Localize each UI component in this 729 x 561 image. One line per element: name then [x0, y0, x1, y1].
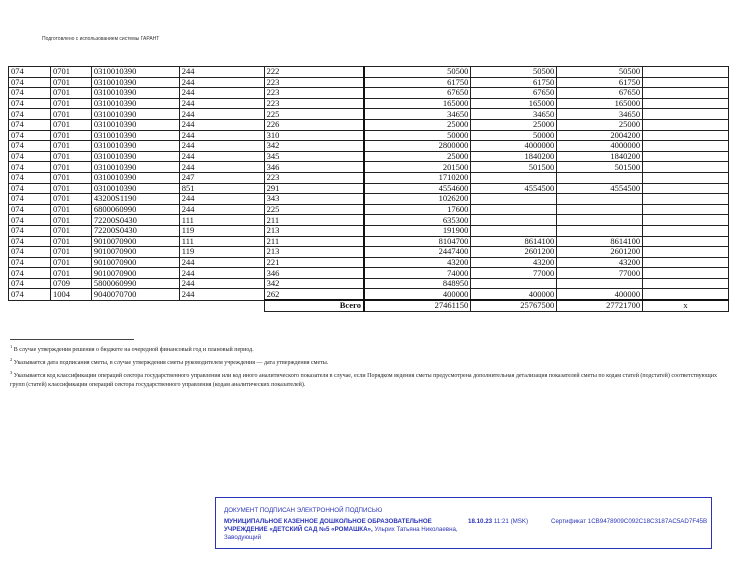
- table-cell: 165000: [364, 98, 471, 109]
- table-cell: 0310010390: [91, 67, 179, 78]
- total-value: 25767500: [471, 300, 557, 311]
- organization-name: МУНИЦИПАЛЬНОЕ КАЗЕННОЕ ДОШКОЛЬНОЕ ОБРАЗОВАТЕЛЬНОЕ УЧРЕЖДЕНИЕ «ДЕТСКИЙ САД №5 «РОМАШКА»,: [224, 518, 432, 533]
- table-cell: 213: [264, 247, 364, 258]
- empty-cell: [643, 204, 729, 215]
- table-cell: 119: [179, 247, 264, 258]
- table-cell: 4000000: [557, 141, 643, 152]
- table-cell: 111: [179, 215, 264, 226]
- table-cell: 074: [9, 183, 51, 194]
- table-row: [9, 215, 729, 226]
- empty-cell: [643, 151, 729, 162]
- table-cell: 346: [264, 268, 364, 279]
- table-cell: 244: [179, 130, 264, 141]
- table-cell: 848950: [364, 278, 471, 289]
- footnotes: [10, 342, 722, 390]
- empty-cell: [643, 141, 729, 152]
- table-cell: 225: [264, 109, 364, 120]
- table-cell: 074: [9, 278, 51, 289]
- table-cell: 851: [179, 183, 264, 194]
- table-cell: 72200S0430: [91, 225, 179, 236]
- table-cell: 67650: [364, 88, 471, 99]
- table-cell: 291: [264, 183, 364, 194]
- empty-cell: [643, 225, 729, 236]
- empty-cell: [643, 268, 729, 279]
- table-cell: 346: [264, 162, 364, 173]
- table-cell: 0701: [50, 77, 91, 88]
- table-cell: 0701: [50, 257, 91, 268]
- table-cell: 0310010390: [91, 172, 179, 183]
- table-cell: 4554500: [557, 183, 643, 194]
- table-cell: 165000: [471, 98, 557, 109]
- table-row: [9, 268, 729, 279]
- table-row: [9, 225, 729, 236]
- table-cell: 244: [179, 162, 264, 173]
- table-cell: 0701: [50, 236, 91, 247]
- table-cell: 221: [264, 257, 364, 268]
- table-cell: [471, 225, 557, 236]
- table-row: [9, 130, 729, 141]
- table-cell: 6800060990: [91, 204, 179, 215]
- table-row: [9, 204, 729, 215]
- table-cell: 074: [9, 247, 51, 258]
- empty-cell: [643, 289, 729, 300]
- table-cell: 119: [179, 225, 264, 236]
- table-cell: 0701: [50, 67, 91, 78]
- table-cell: [471, 278, 557, 289]
- table-cell: 43200: [471, 257, 557, 268]
- table-cell: 400000: [364, 289, 471, 300]
- table-cell: 074: [9, 77, 51, 88]
- table-cell: [557, 215, 643, 226]
- table-cell: 50000: [471, 130, 557, 141]
- table-cell: 25000: [364, 119, 471, 130]
- footnote: [10, 368, 722, 390]
- table-cell: 1840200: [557, 151, 643, 162]
- empty-cell: [643, 215, 729, 226]
- table-cell: 43200: [364, 257, 471, 268]
- table-cell: 67650: [557, 88, 643, 99]
- table-cell: [471, 204, 557, 215]
- empty-cell: [643, 236, 729, 247]
- table-cell: 074: [9, 225, 51, 236]
- table-cell: 074: [9, 162, 51, 173]
- table-cell: 0709: [50, 278, 91, 289]
- table-cell: 345: [264, 151, 364, 162]
- table-row: [9, 67, 729, 78]
- table-cell: 223: [264, 98, 364, 109]
- table-cell: 400000: [471, 289, 557, 300]
- table-cell: 2800000: [364, 141, 471, 152]
- table-cell: [557, 225, 643, 236]
- table-cell: 0310010390: [91, 98, 179, 109]
- table-cell: 17600: [364, 204, 471, 215]
- table-cell: 0701: [50, 119, 91, 130]
- table-cell: 77000: [471, 268, 557, 279]
- table-cell: 074: [9, 119, 51, 130]
- table-cell: 074: [9, 268, 51, 279]
- table-row: [9, 257, 729, 268]
- table-cell: 0701: [50, 225, 91, 236]
- table-cell: 0310010390: [91, 141, 179, 152]
- footnote-mark: 1: [10, 344, 13, 349]
- table-cell: 9010070900: [91, 257, 179, 268]
- budget-table: [8, 66, 729, 312]
- table-cell: [557, 278, 643, 289]
- table-cell: 342: [264, 141, 364, 152]
- table-cell: 244: [179, 278, 264, 289]
- table-cell: 226: [264, 119, 364, 130]
- table-cell: 0310010390: [91, 109, 179, 120]
- table-cell: 1026200: [364, 194, 471, 205]
- table-cell: 4000000: [471, 141, 557, 152]
- signature-organization: [224, 518, 464, 542]
- table-cell: 191900: [364, 225, 471, 236]
- table-cell: 2447400: [364, 247, 471, 258]
- table-cell: 4554500: [471, 183, 557, 194]
- table-cell: 244: [179, 141, 264, 152]
- table-cell: 9040070700: [91, 289, 179, 300]
- empty-cell: [643, 172, 729, 183]
- table-cell: 50000: [364, 130, 471, 141]
- table-cell: 074: [9, 204, 51, 215]
- table-row: [9, 98, 729, 109]
- signature-header: ДОКУМЕНТ ПОДПИСАН ЭЛЕКТРОННОЙ ПОДПИСЬЮ: [224, 507, 383, 514]
- table-row: [9, 278, 729, 289]
- table-cell: 074: [9, 141, 51, 152]
- table-cell: [557, 172, 643, 183]
- table-cell: 2601200: [557, 247, 643, 258]
- table-cell: 165000: [557, 98, 643, 109]
- empty-cell: [643, 119, 729, 130]
- table-cell: 1004: [50, 289, 91, 300]
- empty-cell: [643, 162, 729, 173]
- table-cell: 223: [264, 172, 364, 183]
- e-signature-stamp: [215, 497, 712, 549]
- table-cell: 0701: [50, 109, 91, 120]
- table-row: [9, 194, 729, 205]
- table-body: [9, 67, 729, 312]
- table-cell: [557, 194, 643, 205]
- table-cell: 074: [9, 151, 51, 162]
- signature-certificate: Сертификат 1CB9478909C092C18C3187AC5AD7F45B: [551, 518, 708, 525]
- table-row: [9, 172, 729, 183]
- table-cell: 0701: [50, 268, 91, 279]
- table-cell: 074: [9, 98, 51, 109]
- table-cell: 0701: [50, 141, 91, 152]
- footnote-rule: [10, 339, 134, 340]
- table-row: [9, 77, 729, 88]
- table-cell: 501500: [557, 162, 643, 173]
- total-x-mark: x: [643, 300, 729, 311]
- table-row: [9, 119, 729, 130]
- empty-cell: [643, 194, 729, 205]
- table-cell: 201500: [364, 162, 471, 173]
- table-cell: 074: [9, 88, 51, 99]
- table-cell: 0701: [50, 247, 91, 258]
- table-cell: 211: [264, 236, 364, 247]
- table-cell: 0701: [50, 183, 91, 194]
- table-cell: 43200: [557, 257, 643, 268]
- table-cell: 074: [9, 215, 51, 226]
- table-cell: 8104700: [364, 236, 471, 247]
- table-cell: 0310010390: [91, 130, 179, 141]
- table-cell: 244: [179, 257, 264, 268]
- table-cell: 244: [179, 77, 264, 88]
- table-cell: 74000: [364, 268, 471, 279]
- table-cell: 262: [264, 289, 364, 300]
- table-cell: 1710200: [364, 172, 471, 183]
- table-cell: 074: [9, 289, 51, 300]
- table-cell: 1840200: [471, 151, 557, 162]
- table-cell: 34650: [471, 109, 557, 120]
- table-cell: 0701: [50, 194, 91, 205]
- table-cell: 310: [264, 130, 364, 141]
- empty-cell: [643, 257, 729, 268]
- table-cell: 0701: [50, 130, 91, 141]
- footnote-text: Указывается код классификации операций сектора государственного управления или код иного аналитического показателя в случае, если Порядком ведения сметы предусмотрена дополнительная детализация показателей сметы по кодам статей (подстатей) соответствующих групп (статей) классификации операций сектора государственного управления (кодам аналитических показателей).: [10, 373, 717, 388]
- table-cell: 25000: [471, 119, 557, 130]
- table-cell: 247: [179, 172, 264, 183]
- table-cell: 0701: [50, 204, 91, 215]
- table-cell: 0701: [50, 172, 91, 183]
- table-cell: 8614100: [557, 236, 643, 247]
- table-cell: 2004200: [557, 130, 643, 141]
- empty-cell: [643, 67, 729, 78]
- table-cell: 4554600: [364, 183, 471, 194]
- table-cell: 244: [179, 109, 264, 120]
- table-cell: 0310010390: [91, 88, 179, 99]
- table-cell: 244: [179, 88, 264, 99]
- table-cell: 2601200: [471, 247, 557, 258]
- table-cell: 074: [9, 236, 51, 247]
- table-cell: 400000: [557, 289, 643, 300]
- signature-date: 18.10.23: [468, 518, 493, 525]
- table-cell: 25000: [557, 119, 643, 130]
- table-row: [9, 183, 729, 194]
- table-row: [9, 236, 729, 247]
- table-cell: 43200S1190: [91, 194, 179, 205]
- table-row: [9, 151, 729, 162]
- table-cell: 244: [179, 268, 264, 279]
- total-label: Всего: [264, 300, 364, 311]
- total-row: [9, 300, 729, 311]
- table-cell: 244: [179, 204, 264, 215]
- header-note: Подготовлено с использованием системы ГАРАНТ: [42, 36, 160, 42]
- table-cell: 074: [9, 194, 51, 205]
- footnote-mark: 3: [10, 370, 13, 375]
- table-cell: 211: [264, 215, 364, 226]
- table-row: [9, 109, 729, 120]
- table-cell: 0701: [50, 88, 91, 99]
- table-cell: 074: [9, 172, 51, 183]
- table-cell: 223: [264, 77, 364, 88]
- table-row: [9, 289, 729, 300]
- table-cell: 244: [179, 98, 264, 109]
- table-cell: 0701: [50, 98, 91, 109]
- table-cell: 0701: [50, 215, 91, 226]
- table-cell: 0310010390: [91, 77, 179, 88]
- empty-cell: [643, 247, 729, 258]
- table-cell: 342: [264, 278, 364, 289]
- table-cell: 244: [179, 151, 264, 162]
- table-row: [9, 247, 729, 258]
- table-cell: 223: [264, 88, 364, 99]
- table-row: [9, 162, 729, 173]
- empty-cell: [643, 130, 729, 141]
- table-cell: 244: [179, 119, 264, 130]
- total-value: 27721700: [557, 300, 643, 311]
- table-cell: 8614100: [471, 236, 557, 247]
- table-cell: 9010070900: [91, 247, 179, 258]
- signer-name: Ульрих Татьяна Николаевна, Заводующий: [224, 526, 458, 541]
- table-cell: 501500: [471, 162, 557, 173]
- table-cell: 074: [9, 130, 51, 141]
- table-cell: [471, 194, 557, 205]
- table-cell: 343: [264, 194, 364, 205]
- table-cell: 074: [9, 109, 51, 120]
- table-cell: 61750: [557, 77, 643, 88]
- empty-cell: [643, 77, 729, 88]
- footnote: [10, 342, 722, 355]
- table-cell: 074: [9, 257, 51, 268]
- table-cell: 074: [9, 67, 51, 78]
- footnote-mark: 2: [10, 357, 13, 362]
- table-cell: 9010070900: [91, 268, 179, 279]
- table-cell: 50500: [364, 67, 471, 78]
- table-cell: 25000: [364, 151, 471, 162]
- table-cell: 244: [179, 67, 264, 78]
- empty-cell: [643, 278, 729, 289]
- table-cell: 635300: [364, 215, 471, 226]
- table-cell: [471, 172, 557, 183]
- table-cell: 34650: [557, 109, 643, 120]
- table-cell: 34650: [364, 109, 471, 120]
- footnote: [10, 355, 722, 368]
- table-row: [9, 88, 729, 99]
- signature-time: 11:21 (MSK): [493, 518, 529, 525]
- table-cell: 50500: [557, 67, 643, 78]
- empty-cell: [643, 88, 729, 99]
- table-row: [9, 141, 729, 152]
- table-cell: 0310010390: [91, 119, 179, 130]
- empty-cell: [643, 98, 729, 109]
- empty-cell: [643, 183, 729, 194]
- table-cell: 222: [264, 67, 364, 78]
- table-cell: 50500: [471, 67, 557, 78]
- table-cell: 0310010390: [91, 183, 179, 194]
- table-cell: 77000: [557, 268, 643, 279]
- table-cell: 67650: [471, 88, 557, 99]
- table-cell: 5800060990: [91, 278, 179, 289]
- empty-cell: [643, 109, 729, 120]
- table-cell: 213: [264, 225, 364, 236]
- table-cell: 9010070900: [91, 236, 179, 247]
- table-cell: 244: [179, 194, 264, 205]
- footnote-text: В случае утверждения решения о бюджете на очередной финансовый год и плановый период.: [13, 347, 254, 353]
- table-cell: 0310010390: [91, 151, 179, 162]
- table-cell: 0701: [50, 151, 91, 162]
- total-value: 27461150: [364, 300, 471, 311]
- table-cell: [471, 215, 557, 226]
- table-cell: 0701: [50, 162, 91, 173]
- table-cell: 61750: [471, 77, 557, 88]
- table-cell: 61750: [364, 77, 471, 88]
- signature-datetime: [468, 518, 528, 525]
- table-cell: 244: [179, 289, 264, 300]
- table-cell: 111: [179, 236, 264, 247]
- table-cell: 0310010390: [91, 162, 179, 173]
- table-cell: 225: [264, 204, 364, 215]
- table-cell: 72200S0430: [91, 215, 179, 226]
- footnote-text: Указывается дата подписания сметы, в случае утверждения сметы руководителем учреждения — дата утверждения сметы.: [13, 360, 329, 366]
- table-cell: [557, 204, 643, 215]
